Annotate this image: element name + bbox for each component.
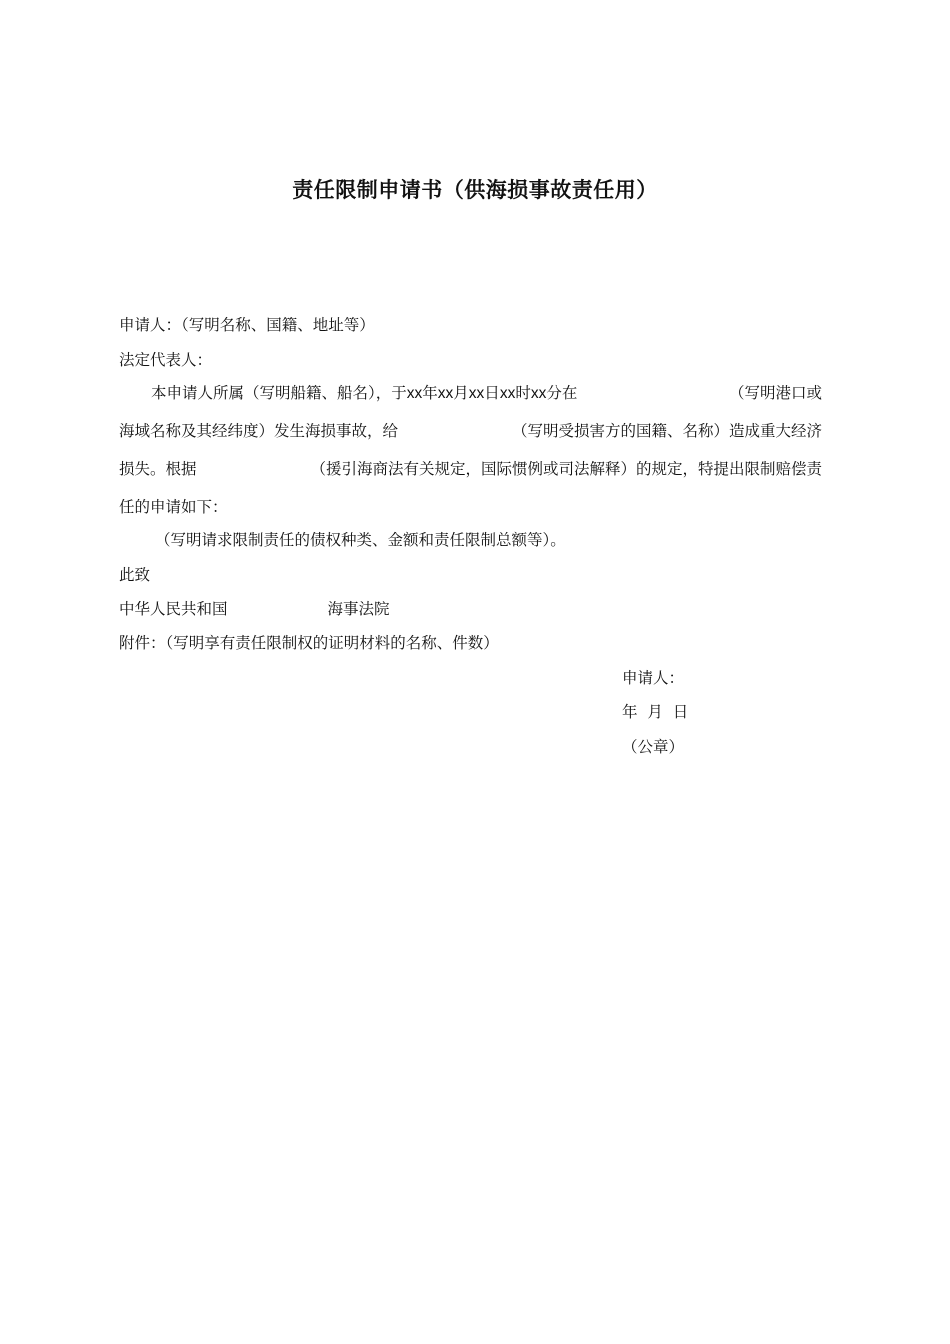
attachment-line: 附件：（写明享有责任限制权的证明材料的名称、件数） — [119, 634, 499, 652]
day-label: 日 — [484, 384, 500, 402]
body-row3-end: （援引海商法有关规定，国际惯例或司法解释）的规定，特提出限制赔偿责 — [310, 460, 822, 478]
signature-seal: （公章） — [622, 738, 685, 756]
court-line — [119, 599, 390, 619]
body-row3-start: 损失。根据 — [119, 460, 197, 478]
court-prefix: 中华人民共和国 — [119, 600, 228, 618]
placeholder-minute: xx — [530, 385, 547, 402]
signature-applicant: 申请人： — [622, 669, 685, 687]
year-label: 年 — [422, 384, 438, 402]
placeholder-hour: xx — [499, 385, 516, 402]
minute-location-label: 分在 — [546, 384, 578, 402]
body-row-4 — [119, 497, 822, 517]
placeholder-day: xx — [468, 385, 485, 402]
body-row-1 — [119, 383, 822, 403]
hour-label: 时 — [515, 384, 531, 402]
body-row-2 — [119, 421, 822, 441]
body-row1-end: （写明港口或 — [728, 384, 822, 402]
body-row1-text: 本申请人所属（写明船籍、船名），于 — [151, 384, 407, 402]
court-suffix: 海事法院 — [327, 600, 390, 618]
salutation: 此致 — [119, 566, 151, 584]
body-row-3 — [119, 459, 822, 479]
applicant-line: 申请人：（写明名称、国籍、地址等） — [119, 316, 375, 334]
placeholder-month: xx — [437, 385, 454, 402]
request-line: （写明请求限制责任的债权种类、金额和责任限制总额等）。 — [155, 531, 566, 549]
body-row2-start: 海域名称及其经纬度）发生海损事故，给 — [119, 422, 399, 440]
document-title: 责任限制申请书（供海损事故责任用） — [292, 178, 658, 202]
minute-placeholder-year: xx — [406, 385, 423, 402]
signature-date: 年 月 日 — [622, 703, 689, 721]
body-row4-text: 任的申请如下： — [119, 498, 228, 516]
body-row2-end: （写明受损害方的国籍、名称）造成重大经济 — [511, 422, 822, 440]
month-label: 月 — [453, 384, 469, 402]
legal-representative-line: 法定代表人： — [119, 351, 213, 369]
